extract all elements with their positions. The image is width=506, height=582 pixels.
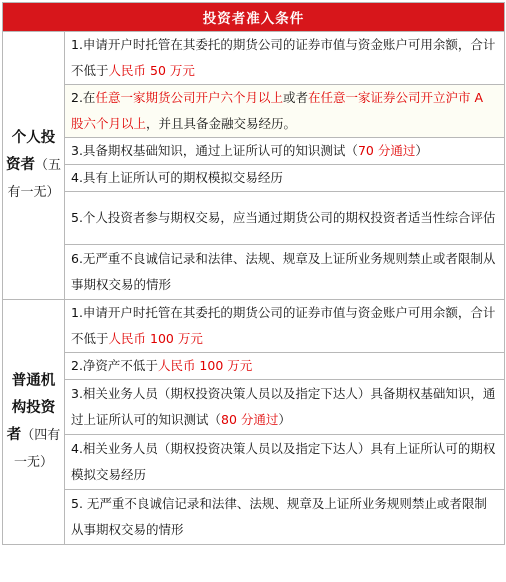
category-line: （四有 [21,428,61,443]
category-line: 构投资 [11,400,56,416]
table-row [3,245,505,300]
table-row [3,380,505,435]
item-text: 6.无严重不良诚信记录和法律、法规、规章及上证所业务规则禁止或者限制从事期权交易的情形 [71,251,496,292]
category-line: 普通机 [11,373,56,389]
title-row [3,3,505,32]
table-row [3,165,505,192]
highlight-text: 人民币 100 万元 [108,331,203,346]
highlight-text: 70 分通过 [357,143,416,158]
category-line: （五 [35,158,62,173]
requirement-item [65,138,505,165]
table-row [3,138,505,165]
item-text: 1.申请开户时托管在其委托的期货公司的证券市值与资金账户可用余额，合计不低于 [71,37,496,78]
criteria-table [2,2,505,545]
requirement-item [65,353,505,380]
item-text: 1.申请开户时托管在其委托的期货公司的证券市值与资金账户可用余额，合计不低于 [71,305,496,346]
category-line: 资者 [6,157,35,173]
table-row [3,32,505,85]
item-text: 4.具有上证所认可的期权模拟交易经历 [71,170,283,185]
item-text: 或者 [282,90,308,105]
requirement-item [65,32,505,85]
highlight-text: 任意一家期货公司开户六个月以上 [95,90,283,105]
item-text: 2.净资产不低于 [71,358,158,373]
item-text: 4.相关业务人员（期权投资决策人员以及指定下达人）具有上证所认可的期权模拟交易经历 [71,441,496,482]
category-line: 者 [6,427,22,443]
table-title: 投资者准入条件 [3,3,505,32]
item-text: 3.相关业务人员（期权投资决策人员以及指定下达人）具备期权基础知识，通过上证所认可的知识测试（ [71,386,496,427]
highlight-text: 80 分通过 [221,412,279,427]
table-row [3,300,505,353]
table-row [3,353,505,380]
table-row [3,85,505,138]
item-text: ，并且具备金融交易经历。 [146,116,297,131]
requirement-item [65,165,505,192]
highlight-text: 在任意一家证券公司开立沪市 A 股六个月以上 [71,90,483,131]
requirement-item [65,85,505,138]
item-text: ） [278,412,291,427]
item-text: 5. 无严重不良诚信记录和法律、法规、规章及上证所业务规则禁止或者限制从事期权交易的情形 [71,496,487,537]
highlight-text: 人民币 50 万元 [108,63,195,78]
category-line: 有一无） [7,185,60,200]
category-institutional [3,300,65,545]
table-row [3,490,505,545]
requirement-item [65,300,505,353]
requirement-item [65,192,505,245]
item-text: 5.个人投资者参与期权交易，应当通过期货公司的期权投资者适当性综合评估 [71,210,496,225]
item-text: 2.在 [71,90,96,105]
requirement-item [65,490,505,545]
item-text: 3.具备期权基础知识，通过上证所认可的知识测试（ [71,143,358,158]
requirement-item [65,435,505,490]
category-line: 个人投 [11,130,56,146]
table-row [3,435,505,490]
category-line: 一无） [13,455,53,470]
requirement-item [65,245,505,300]
highlight-text: 人民币 100 万元 [157,358,253,373]
requirement-item [65,380,505,435]
item-text: ） [415,143,428,158]
table-row [3,192,505,245]
category-individual [3,32,65,300]
